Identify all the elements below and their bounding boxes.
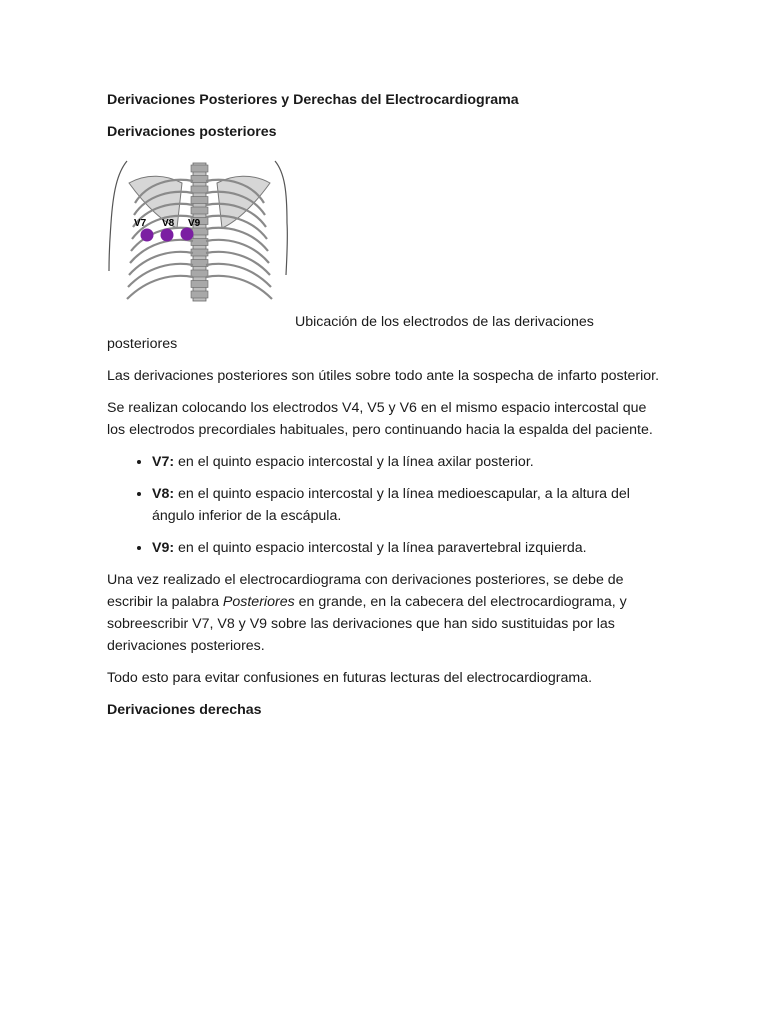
vertebra — [191, 260, 208, 267]
lead-name: V8: — [152, 486, 175, 502]
body-outline-right — [275, 161, 287, 275]
vertebra — [191, 249, 208, 256]
lead-description: en el quinto espacio intercostal y la línea paravertebral izquierda. — [174, 540, 587, 556]
vertebra — [191, 197, 208, 204]
electrode-v7 — [141, 229, 154, 242]
paragraph-labeling — [107, 569, 662, 657]
paragraph-placement: Se realizan colocando los electrodos V4, V5 y V6 en el mismo espacio intercostal que los electrodos precordiales habituales, pero continuando hacia la espalda del paciente. — [107, 400, 653, 438]
list-item-v8 — [152, 483, 662, 527]
paragraph-purpose: Todo esto para evitar confusiones en futuras lecturas del electrocardiograma. — [107, 670, 593, 686]
vertebra — [191, 270, 208, 277]
list-item-v9 — [152, 537, 662, 559]
vertebra — [191, 165, 208, 172]
paragraph-utility: Las derivaciones posteriores son útiles sobre todo ante la sospecha de infarto posterior. — [107, 368, 660, 384]
list-item-v7 — [152, 451, 662, 473]
section-heading-posteriores: Derivaciones posteriores — [107, 124, 277, 140]
document-content — [107, 89, 662, 721]
vertebra — [191, 207, 208, 214]
electrode-v8 — [161, 229, 174, 242]
vertebra — [191, 176, 208, 183]
body-outline-left — [109, 161, 127, 271]
paragraph-labeling-emphasis: Posteriores — [222, 594, 295, 610]
electrode-label-v7: V7 — [134, 218, 147, 229]
figure-caption-text: Ubicación de los electrodos de las derivaciones posteriores — [107, 314, 594, 352]
electrode-label-v9: V9 — [188, 218, 201, 229]
lead-list — [107, 451, 662, 559]
document-title: Derivaciones Posteriores y Derechas del Electrocardiograma — [107, 92, 519, 108]
vertebra — [191, 228, 208, 235]
vertebra — [191, 281, 208, 288]
vertebra — [191, 239, 208, 246]
electrodes — [134, 218, 201, 242]
vertebra — [191, 291, 208, 298]
thorax-electrode-figure — [107, 153, 292, 305]
thorax-illustration — [107, 153, 292, 305]
paragraph-labeling-part1: Una vez realizado el electrocardiograma con derivaciones posteriores, se debe de escribir la palabra — [107, 572, 624, 610]
lead-name: V9: — [152, 540, 175, 556]
lead-name: V7: — [152, 454, 175, 470]
lead-description: en el quinto espacio intercostal y la línea medioescapular, a la altura del ángulo inferior de la escápula. — [152, 486, 630, 524]
figure-caption — [107, 311, 662, 355]
lead-description: en el quinto espacio intercostal y la línea axilar posterior. — [174, 454, 534, 470]
electrode-label-v8: V8 — [162, 218, 175, 229]
vertebra — [191, 186, 208, 193]
electrode-v9 — [181, 228, 194, 241]
section-heading-derechas: Derivaciones derechas — [107, 702, 262, 718]
paragraph-labeling-part2: en grande, en la cabecera del electrocardiograma, y sobreescribir V7, V8 y V9 sobre las derivaciones que han sido sustituidas por las derivaciones posteriores. — [107, 594, 627, 654]
